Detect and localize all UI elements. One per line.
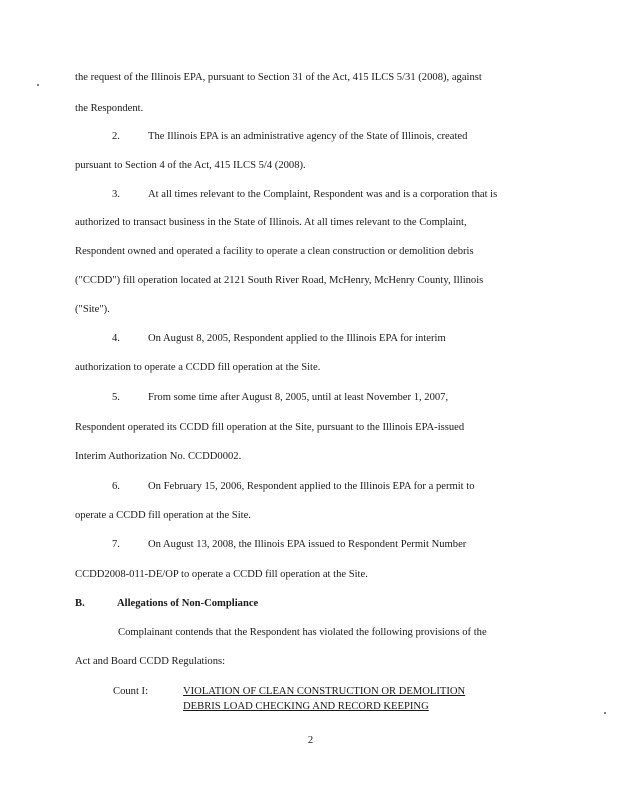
- para-3-line-4: ("CCDD") fill operation located at 2121 South River Road, McHenry, McHenry County, Illinois: [75, 275, 484, 286]
- para-5-number: 5.: [112, 392, 120, 403]
- para-4-number: 4.: [112, 333, 120, 344]
- para-3-line-3: Respondent owned and operated a facility to operate a clean construction or demolition debris: [75, 246, 474, 257]
- para-1-line-1: the request of the Illinois EPA, pursuant to Section 31 of the Act, 415 ILCS 5/31 (2008), against: [75, 72, 482, 83]
- para-7-number: 7.: [112, 539, 120, 550]
- para-5-line-3: Interim Authorization No. CCDD0002.: [75, 451, 242, 462]
- para-2-line-1: The Illinois EPA is an administrative agency of the State of Illinois, created: [148, 131, 468, 142]
- complainant-line-2: Act and Board CCDD Regulations:: [75, 656, 226, 667]
- para-3-line-5: ("Site").: [75, 304, 110, 315]
- para-6-line-1: On February 15, 2006, Respondent applied to the Illinois EPA for a permit to: [148, 481, 475, 492]
- para-7-line-2: CCDD2008-011-DE/OP to operate a CCDD fill operation at the Site.: [75, 569, 368, 580]
- para-6-line-2: operate a CCDD fill operation at the Site.: [75, 510, 251, 521]
- page-number: 2: [307, 735, 314, 746]
- complainant-line-1: Complainant contends that the Respondent has violated the following provisions of the: [118, 627, 487, 638]
- para-4-line-1: On August 8, 2005, Respondent applied to the Illinois EPA for interim: [148, 333, 446, 344]
- count-title-line-1: VIOLATION OF CLEAN CONSTRUCTION OR DEMOLITION: [183, 686, 466, 697]
- count-label: Count I:: [113, 686, 149, 697]
- section-letter: B.: [75, 598, 85, 609]
- para-3-line-2: authorized to transact business in the State of Illinois. At all times relevant to the Complaint,: [75, 217, 467, 228]
- para-3-line-1: At all times relevant to the Complaint, Respondent was and is a corporation that is: [148, 189, 498, 200]
- para-3-number: 3.: [112, 189, 120, 200]
- para-5-line-2: Respondent operated its CCDD fill operation at the Site, pursuant to the Illinois EPA-issued: [75, 422, 465, 433]
- scan-speck: [604, 712, 606, 714]
- para-1-line-2: the Respondent.: [75, 103, 144, 114]
- scan-speck: [37, 84, 39, 86]
- para-6-number: 6.: [112, 481, 120, 492]
- para-5-line-1: From some time after August 8, 2005, until at least November 1, 2007,: [148, 392, 449, 403]
- para-2-line-2: pursuant to Section 4 of the Act, 415 ILCS 5/4 (2008).: [75, 160, 306, 171]
- para-2-number: 2.: [112, 131, 120, 142]
- section-heading: Allegations of Non-Compliance: [117, 598, 259, 609]
- count-title-line-2: DEBRIS LOAD CHECKING AND RECORD KEEPING: [183, 701, 429, 712]
- para-7-line-1: On August 13, 2008, the Illinois EPA issued to Respondent Permit Number: [148, 539, 467, 550]
- para-4-line-2: authorization to operate a CCDD fill operation at the Site.: [75, 362, 321, 373]
